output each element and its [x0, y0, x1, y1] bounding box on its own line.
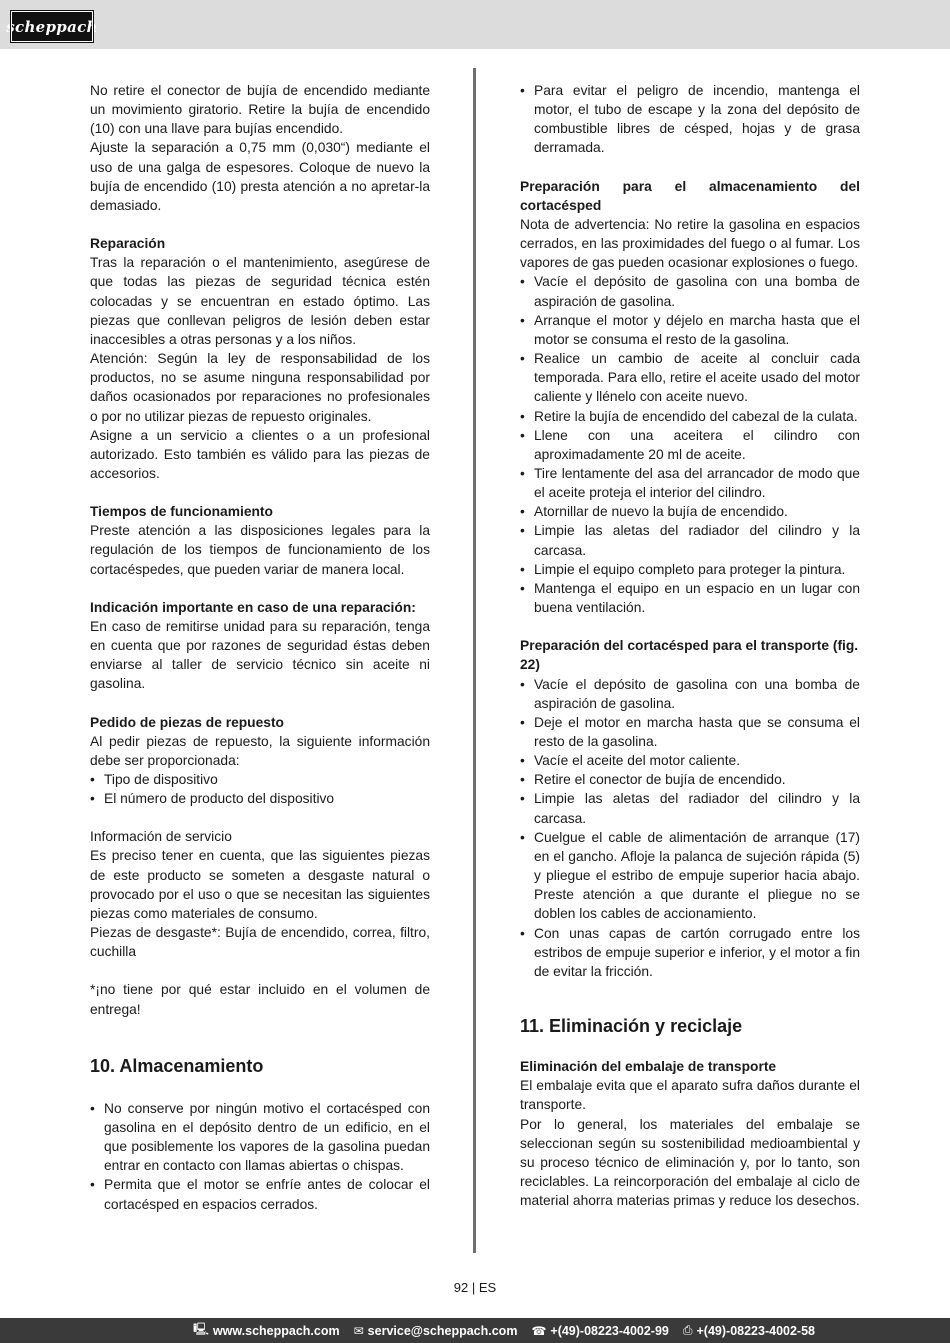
list-item: • El número de producto del dispositivo [90, 789, 430, 808]
monitor-icon: 🖳 [192, 1322, 209, 1336]
footer-email-text: service@scheppach.com [367, 1323, 518, 1338]
spark-plug-paragraph-1: No retire el conector de bujía de encendido mediante un movimiento giratorio. Retire la bujía de encendido (10) con una llave para bujías encendido. [90, 83, 430, 137]
reparacion-paragraph-1: Tras la reparación o el mantenimiento, asegúrese de que todas las piezas de seguridad técnica estén colocadas y se encuentran en estado óptimo. Las piezas que conllevan peligros de lesión deben estar inaccesibles a otras personas y a los niños. [90, 255, 430, 347]
logo-text: scheppach [6, 17, 98, 36]
footer-fax [683, 1323, 815, 1338]
list-item: • Arranque el motor y déjelo en marcha hasta que el motor se consuma el resto de la gasolina. [520, 311, 860, 349]
almacenamiento-heading: Preparación para el almacenamiento del cortacésped [520, 178, 860, 213]
transporte-heading: Preparación del cortacésped para el transporte (fig. 22) [520, 638, 859, 673]
indicacion-paragraph: En caso de remitirse unidad para su reparación, tenga en cuenta que por razones de seguridad éstas deben enviarse al taller de servicio técnico sin aceite ni gasolina. [90, 618, 430, 692]
list-item: • Mantenga el equipo en un espacio en un lugar con buena ventilación. [520, 579, 860, 617]
list-item: • Vacíe el depósito de gasolina con una bomba de aspiración de gasolina. [520, 272, 860, 310]
fax-icon: ⎙ [682, 1323, 693, 1337]
reparacion-heading: Reparación [90, 236, 166, 252]
almacenamiento-paragraph: Nota de advertencia: No retire la gasolina en espacios cerrados, en las proximidades del fuego o al fumar. Los vapores de gas pueden ocasionar explosiones o fuego. [520, 216, 860, 271]
list-item: • Con unas capas de cartón corrugado entre los estribos de empuje superior e inferior, y el motor a fin de evitar la fricción. [520, 924, 860, 981]
footer-phone-text: +(49)-08223-4002-99 [550, 1323, 669, 1338]
pedido-list [90, 770, 430, 808]
spark-plug-paragraph-2: Ajuste la separación a 0,75 mm (0,030“) mediante el uso de una galga de espesores. Coloque de nuevo la bujía de encendido (10) presta atención a no apretar-la demasiado. [90, 140, 430, 213]
envelope-icon: ✉ [353, 1323, 364, 1338]
list-item: • Permita que el motor se enfríe antes de colocar el cortacésped en espacios cerrados. [90, 1175, 430, 1213]
reparacion-paragraph-3: Asigne a un servicio a clientes o a un profesional autorizado. Esto también es válido para las piezas de accesorios. [90, 427, 430, 481]
list-item: • Limpie las aletas del radiador del cilindro y la carcasa. [520, 789, 860, 827]
list-item: • Para evitar el peligro de incendio, mantenga el motor, el tubo de escape y la zona del depósito de combustible libres de césped, hojas y de grasa derramada. [520, 81, 860, 158]
list-item: • Realice un cambio de aceite al concluir cada temporada. Para ello, retire el aceite usado del motor caliente y llénelo con aceite nuevo. [520, 349, 860, 406]
embalaje-heading: Eliminación del embalaje de transporte [520, 1059, 777, 1075]
almacenamiento-list [520, 272, 860, 617]
pedido-heading: Pedido de piezas de repuesto [90, 714, 284, 730]
section-11-title: 11. Eliminación y reciclaje [520, 1016, 743, 1037]
list-item: • Tipo de dispositivo [90, 770, 430, 789]
footer-fax-text: +(49)-08223-4002-58 [696, 1323, 815, 1338]
transporte-list [520, 675, 860, 982]
embalaje-paragraph-2: Por lo general, los materiales del embalaje se seleccionan según su sostenibilidad medioambiental y su proceso técnico de eliminación y, por lo tanto, son reciclables. La reincorporación del embalaje al ciclo de material ahorra materias primas y reduce los desechos. [520, 1116, 860, 1209]
fire-prevention-list [520, 81, 860, 158]
reparacion-paragraph-2: Atención: Según la ley de responsabilidad de los productos, no se asume ninguna responsabilidad por daños ocasionados por reparaciones no profesionales o por no utilizar piezas de repuesto originales. [90, 351, 430, 424]
header-bar [0, 0, 950, 49]
footnote: *¡no tiene por qué estar incluido en el volumen de entrega! [90, 982, 430, 1017]
list-item: • Cuelgue el cable de alimentación de arranque (17) en el gancho. Afloje la palanca de sujeción rápida (5) y pliegue el estribo de empuje superior hacia abajo. Preste atención a que durante el pliegue no se doblen los cables de accionamiento. [520, 828, 860, 924]
list-item: • Retire el conector de bujía de encendido. [520, 770, 860, 789]
footer-bar [0, 1318, 950, 1343]
embalaje-paragraph-1: El embalaje evita que el aparato sufra daños durante el transporte. [520, 1078, 860, 1113]
section-10-list [90, 1099, 430, 1214]
list-item: • No conserve por ningún motivo el cortacésped con gasolina en el depósito dentro de un edificio, en el que posiblemente los vapores de la gasolina puedan entrar en contacto con llamas abiertas o chispas. [90, 1099, 430, 1176]
footer-email[interactable] [354, 1324, 518, 1338]
list-item: • Retire la bujía de encendido del cabezal de la culata. [520, 407, 860, 426]
footer-web[interactable] [193, 1320, 340, 1341]
pedido-paragraph: Al pedir piezas de repuesto, la siguiente información debe ser proporcionada: [90, 733, 430, 768]
footer-phone [531, 1324, 668, 1338]
list-item: • Llene con una aceitera el cilindro con aproximadamente 20 ml de aceite. [520, 426, 860, 464]
left-column [90, 81, 430, 1214]
tiempos-paragraph: Preste atención a las disposiciones legales para la regulación de los tiempos de funcionamiento de los cortacéspedes, que pueden variar de manera local. [90, 523, 430, 577]
list-item: • Deje el motor en marcha hasta que se consuma el resto de la gasolina. [520, 713, 860, 751]
list-item: • Atornillar de nuevo la bujía de encendido. [520, 502, 860, 521]
servicio-paragraph-2: Piezas de desgaste*: Bujía de encendido, correa, filtro, cuchilla [90, 925, 430, 960]
column-divider [473, 68, 476, 1253]
footer-web-text: www.scheppach.com [212, 1323, 340, 1338]
phone-icon: ☎ [531, 1323, 547, 1338]
list-item: • Limpie el equipo completo para proteger la pintura. [520, 560, 860, 579]
servicio-heading: Información de servicio [90, 829, 232, 845]
list-item: • Limpie las aletas del radiador del cilindro y la carcasa. [520, 521, 860, 559]
list-item: • Vacíe el aceite del motor caliente. [520, 751, 860, 770]
indicacion-heading: Indicación importante en caso de una reparación: [90, 599, 416, 615]
list-item: • Tire lentamente del asa del arrancador de modo que el aceite proteja el interior del cilindro. [520, 464, 860, 502]
list-item: • Vacíe el depósito de gasolina con una bomba de aspiración de gasolina. [520, 675, 860, 713]
servicio-paragraph-1: Es preciso tener en cuenta, que las siguientes piezas de este producto se someten a desgaste natural o provocado por el uso o que se necesitan las siguientes piezas como materiales de consumo. [90, 848, 430, 921]
scheppach-logo [6, 11, 98, 42]
right-column [520, 81, 860, 1210]
section-10-title: 10. Almacenamiento [90, 1055, 264, 1076]
tiempos-heading: Tiempos de funcionamiento [90, 504, 273, 520]
page-number: 92 | ES [453, 1280, 497, 1295]
